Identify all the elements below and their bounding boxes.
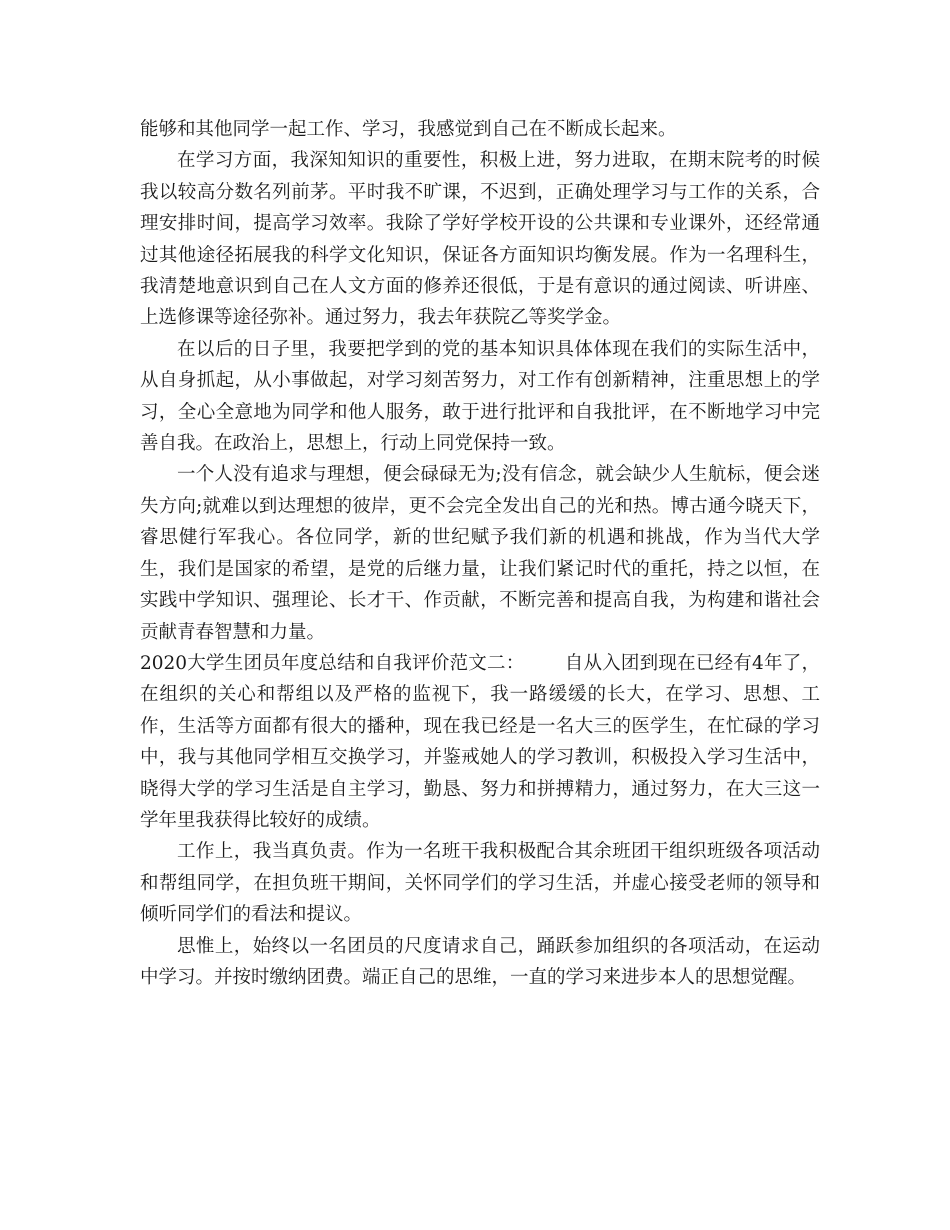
paragraph-section-two <box>140 648 820 836</box>
section-first-text: 自从入团到现在已经有4年了，在组织的关心和帮组以及严格的监视下，我一路缓缓的长大，在学习、思想、工作，生活等方面都有很大的播种，现在我已经是一名大三的医学生，在忙碌的学习中，我与其他同学相互交换学习，并鉴戒她人的学习教训，积极投入学习生活中，晓得大学的学习生活是自主学习，勤恳、努力和拼搏精力，通过努力，在大三这一学年里我获得比较好的成绩。 <box>140 652 820 831</box>
section-heading: 2020大学生团员年度总结和自我评价范文二： <box>140 652 525 674</box>
paragraph-thought: 思惟上，始终以一名团员的尺度请求自己，踊跃参加组织的各项活动，在运动中学习。并按时缴纳团费。端正自己的思维，一直的学习来进步本人的思想觉醒。 <box>140 935 820 988</box>
paragraph-ideals: 一个人没有追求与理想，便会碌碌无为;没有信念，就会缺少人生航标，便会迷失方向;就难以到达理想的彼岸，更不会完全发出自己的光和热。博古通今晓天下，睿思健行军我心。各位同学，新的世纪赋予我们新的机遇和挑战，作为当代大学生，我们是国家的希望，是党的后继力量，让我们紧记时代的重托，持之以恒，在实践中学知识、强理论、长才干、作贡献，不断完善和提高自我，为构建和谐社会贡献青春智慧和力量。 <box>140 464 820 643</box>
paragraph-future: 在以后的日子里，我要把学到的党的基本知识具体体现在我们的实际生活中，从自身抓起，从小事做起，对学习刻苦努力，对工作有创新精神，注重思想上的学习，全心全意地为同学和他人服务，敢于进行批评和自我批评，在不断地学习中完善自我。在政治上，思想上，行动上同党保持一致。 <box>140 338 820 455</box>
paragraph-study: 在学习方面，我深知知识的重要性，积极上进，努力进取，在期末院考的时候我以较高分数名列前茅。平时我不旷课，不迟到，正确处理学习与工作的关系，合理安排时间，提高学习效率。我除了学好学校开设的公共课和专业课外，还经常通过其他途径拓展我的科学文化知识，保证各方面知识均衡发展。作为一名理科生，我清楚地意识到自己在人文方面的修养还很低，于是有意识的通过阅读、听讲座、上选修课等途径弥补。通过努力，我去年获院乙等奖学金。 <box>140 150 820 329</box>
document-body <box>140 114 820 993</box>
paragraph-work: 工作上，我当真负责。作为一名班干我积极配合其余班团干组织班级各项活动和帮组同学，在担负班干期间，关怀同学们的学习生活，并虚心接受老师的领导和倾听同学们的看法和提议。 <box>140 841 820 926</box>
paragraph-continuation: 能够和其他同学一起工作、学习，我感觉到自己在不断成长起来。 <box>140 119 677 140</box>
